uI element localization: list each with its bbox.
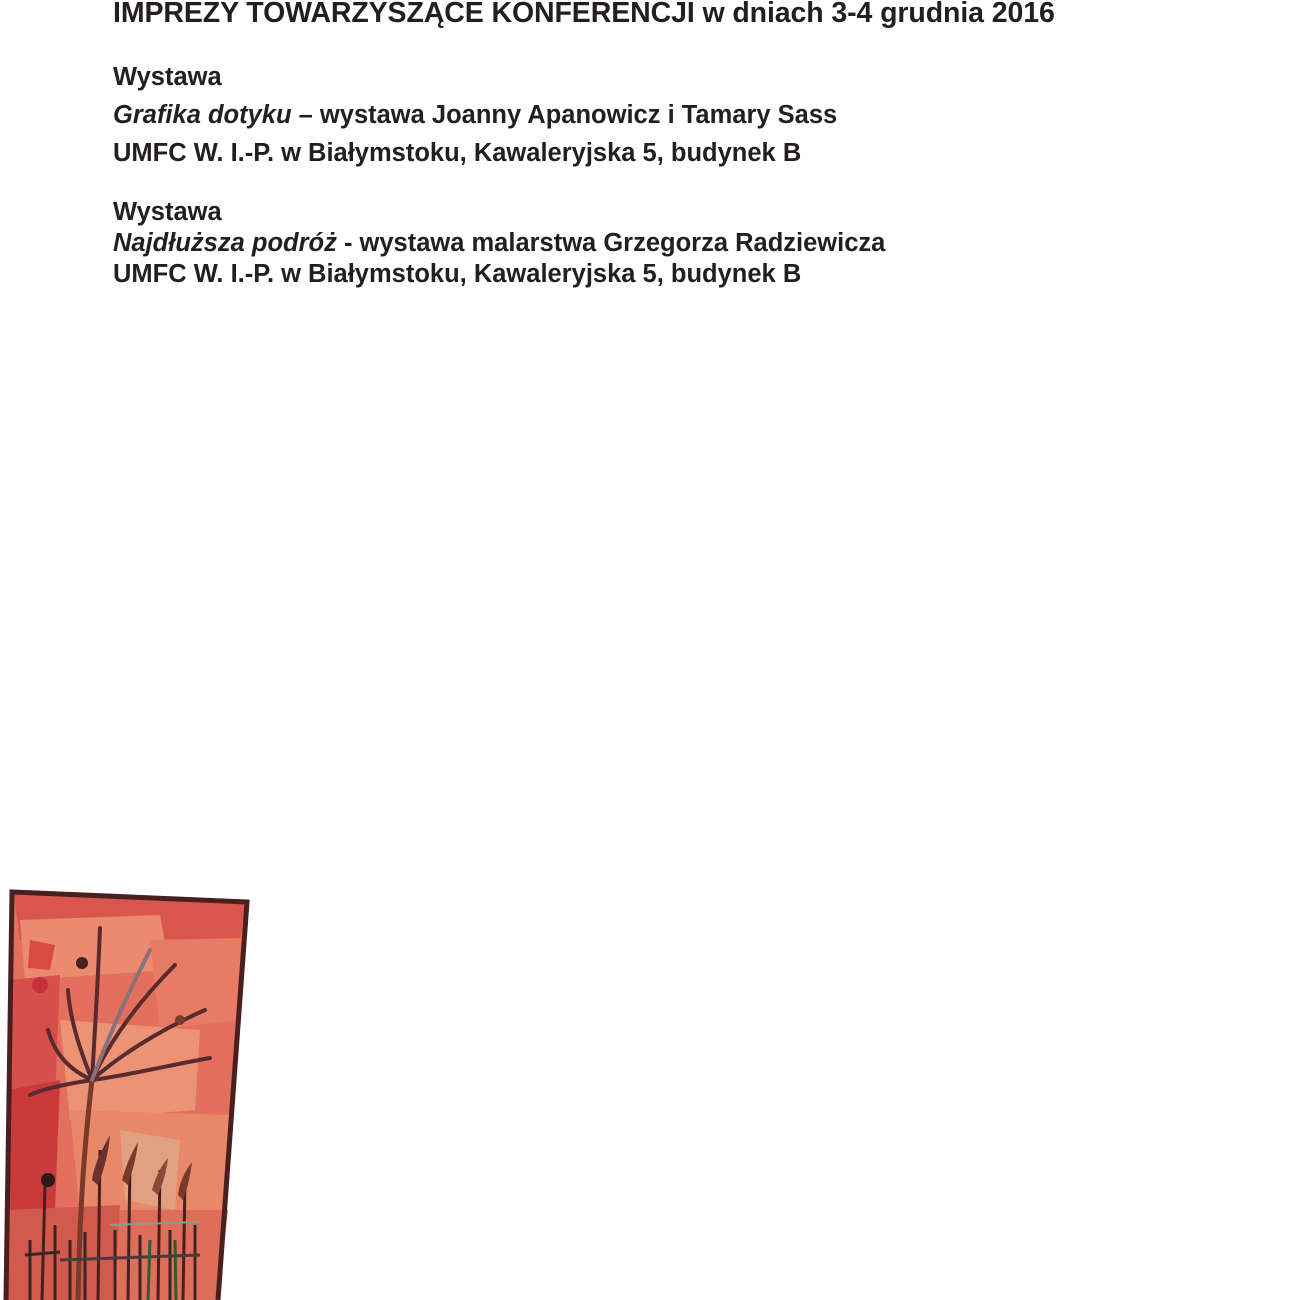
painting-patch — [6, 1080, 60, 1220]
event-description: wystawa malarstwa Grzegorza Radziewicza — [359, 229, 886, 257]
event-title: Grafika dotyku — [113, 101, 292, 129]
event-title-line — [113, 228, 885, 259]
painting-patch — [60, 1020, 200, 1120]
event-type: Wystawa — [113, 198, 222, 226]
event-title: Najdłuższa podróż — [113, 229, 337, 257]
event-block-1 — [113, 58, 837, 172]
event-separator: – — [291, 101, 320, 129]
painting-dot — [32, 977, 48, 993]
flower-painting-image — [0, 880, 260, 1300]
painting-bud — [76, 957, 88, 969]
event-location: UMFC W. I.-P. w Białymstoku, Kawaleryjska 5, budynek B — [113, 260, 802, 288]
event-location: UMFC W. I.-P. w Białymstoku, Kawaleryjska 5, budynek B — [113, 139, 802, 167]
painting-patch — [6, 1205, 120, 1300]
event-block-2 — [113, 197, 885, 290]
event-description: wystawa Joanny Apanowicz i Tamary Sass — [319, 101, 838, 129]
page-title: IMPREZY TOWARZYSZĄCE KONFERENCJI w dniach 3-4 grudnia 2016 — [113, 0, 1055, 29]
event-separator: - — [336, 229, 360, 257]
event-title-line — [113, 96, 837, 134]
painting-bud — [175, 1015, 185, 1025]
event-type: Wystawa — [113, 63, 222, 91]
